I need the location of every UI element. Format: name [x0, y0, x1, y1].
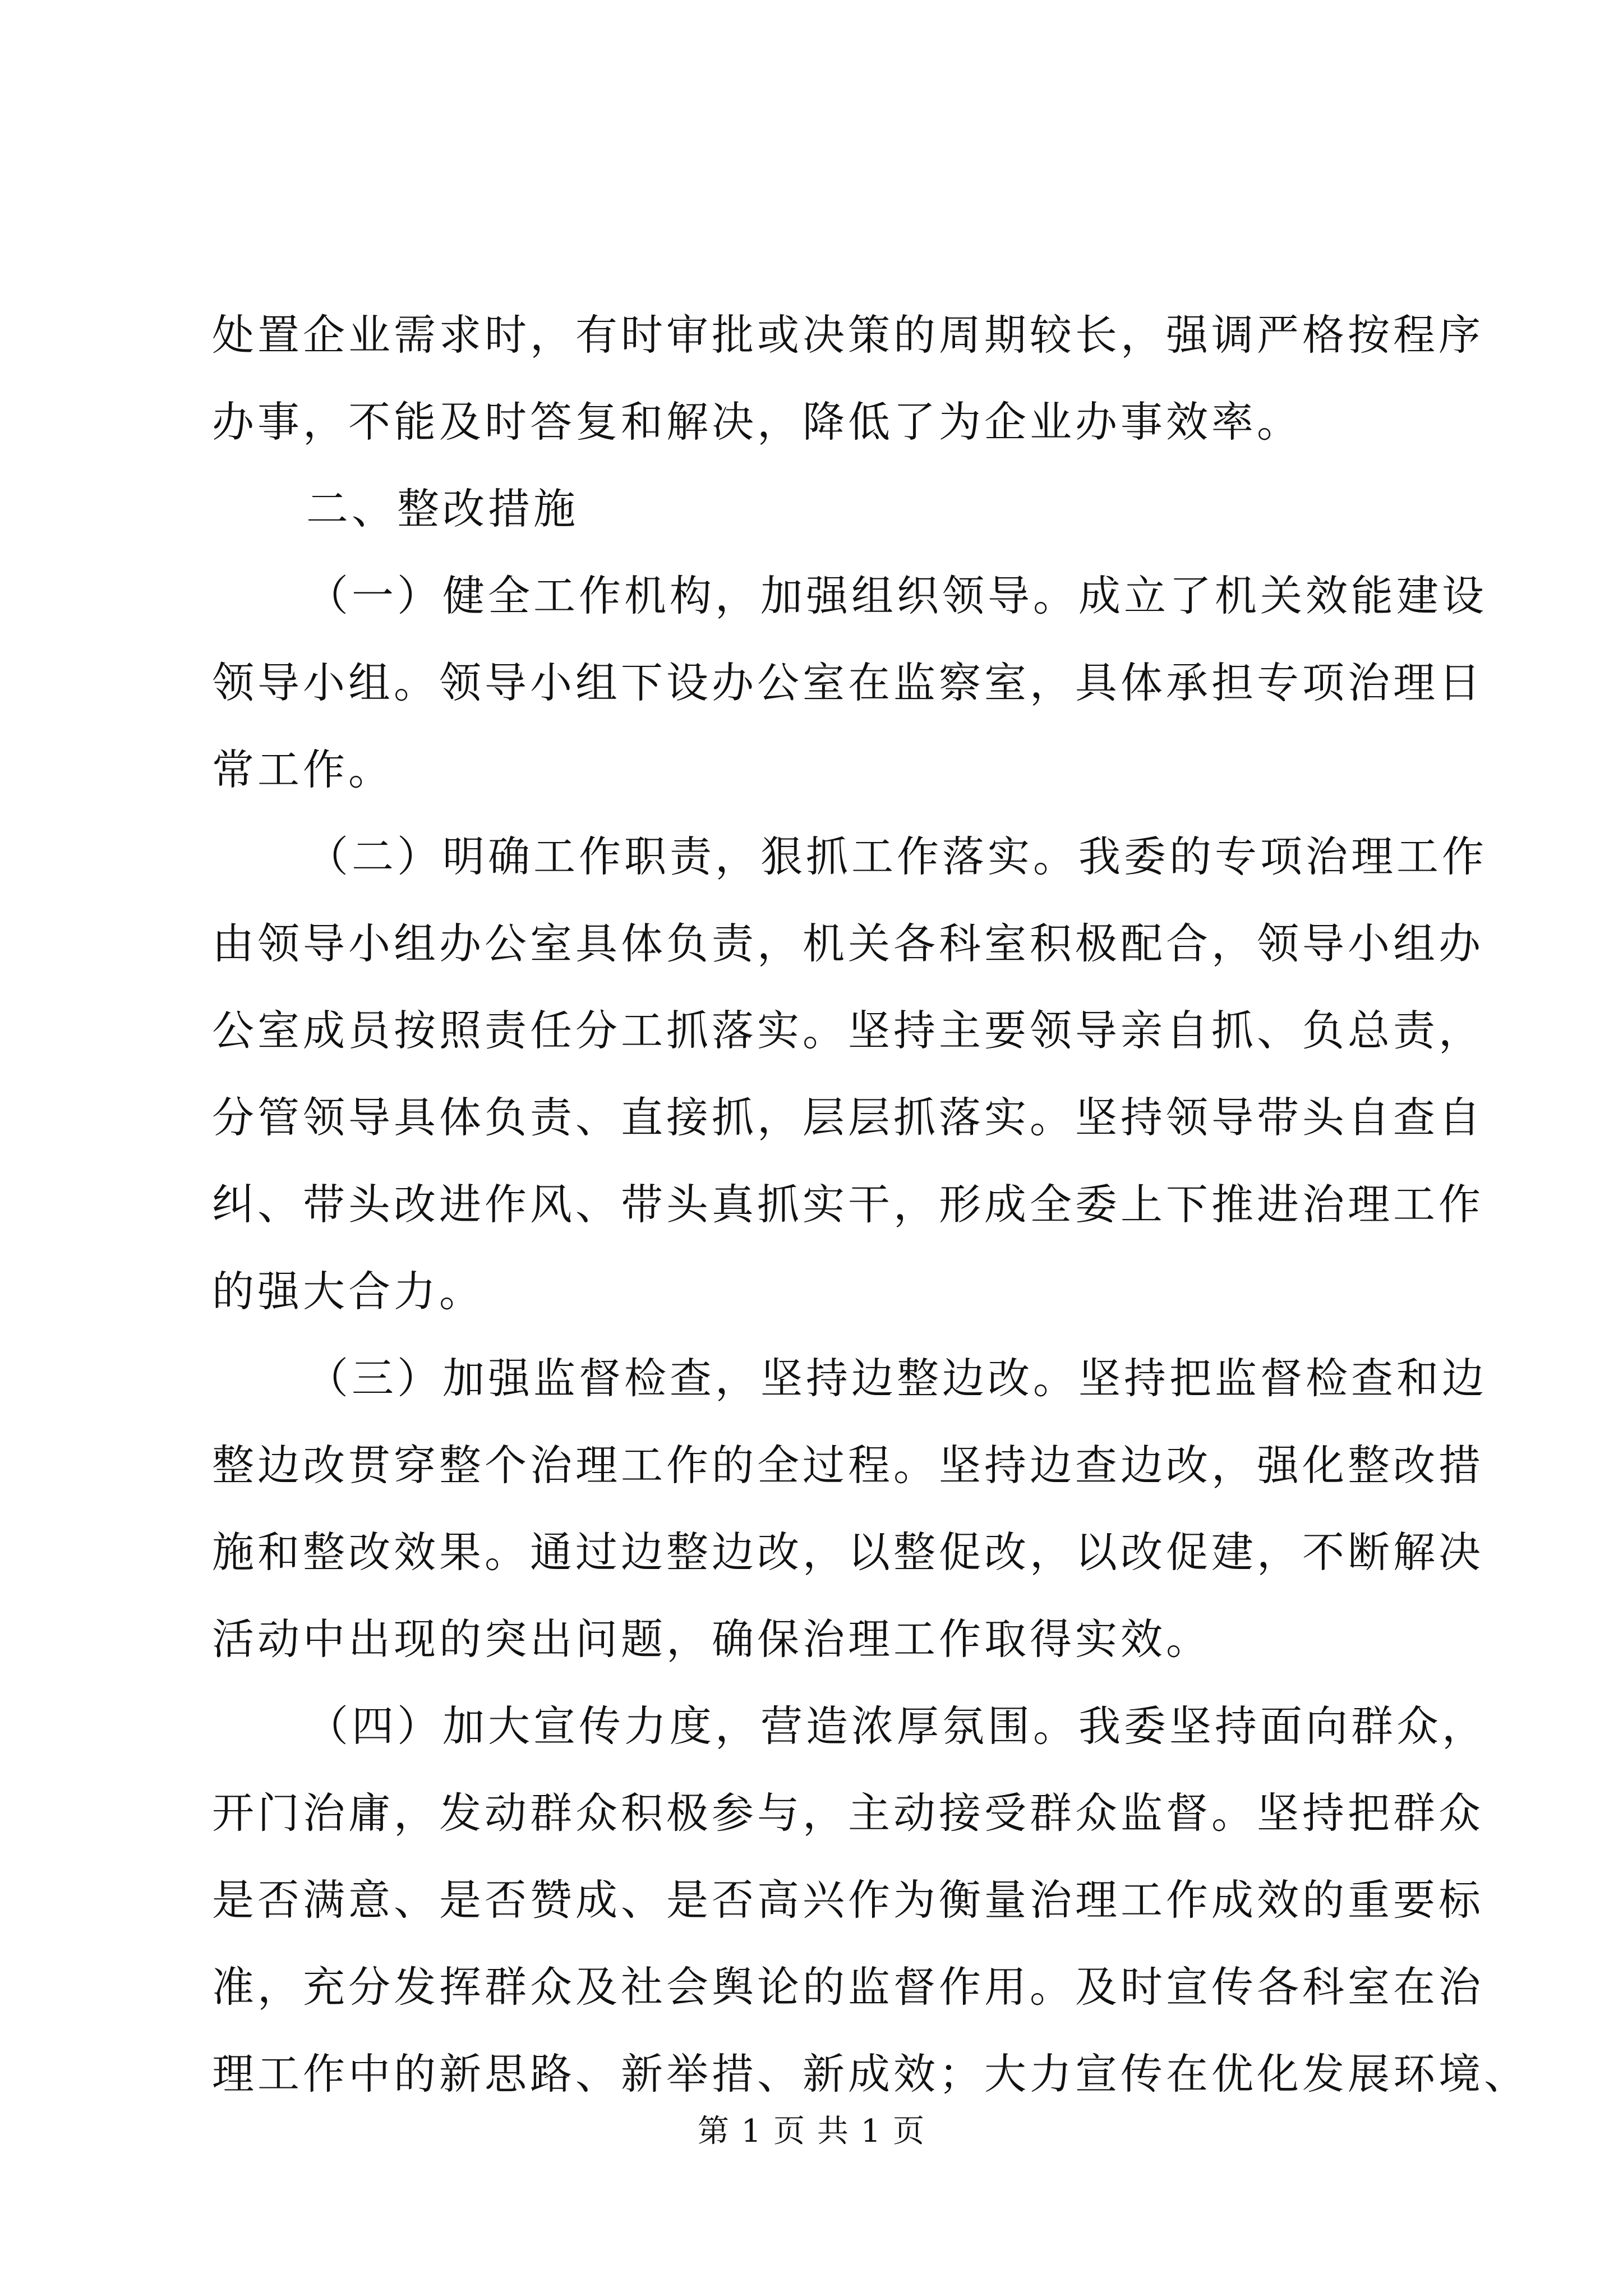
text-line: 施和整改效果。通过边整边改，以整促改，以改促建，不断解决: [212, 1527, 1484, 1577]
text-line: 公室成员按照责任分工抓落实。坚持主要领导亲自抓、负总责，: [212, 1006, 1484, 1055]
document-body: [212, 292, 1530, 2118]
text-line: 由领导小组办公室具体负责，机关各科室积极配合，领导小组办: [212, 919, 1484, 968]
text-line: 办事，不能及时答复和解决，降低了为企业办事效率。: [212, 397, 1303, 447]
text-line: （一）健全工作机构，加强组织领导。成立了机关效能建设: [306, 571, 1488, 620]
section-heading: 二、整改措施: [306, 484, 579, 533]
text-line: 理工作中的新思路、新举措、新成效；大力宣传在优化发展环境、: [212, 2049, 1530, 2099]
text-line: （二）明确工作职责，狠抓工作落实。我委的专项治理工作: [306, 832, 1488, 881]
text-line: 处置企业需求时，有时审批或决策的周期较长，强调严格按程序: [212, 310, 1484, 360]
text-line: 整边改贯穿整个治理工作的全过程。坚持边查边改，强化整改措: [212, 1441, 1484, 1490]
text-line: （三）加强监督检查，坚持边整边改。坚持把监督检查和边: [306, 1354, 1488, 1403]
text-line: （四）加大宣传力度，营造浓厚氛围。我委坚持面向群众，: [306, 1701, 1488, 1751]
text-line: 准，充分发挥群众及社会舆论的监督作用。及时宣传各科室在治: [212, 1962, 1484, 2012]
text-line: 的强大合力。: [212, 1267, 485, 1316]
text-line: 分管领导具体负责、直接抓，层层抓落实。坚持领导带头自查自: [212, 1093, 1484, 1142]
text-line: 常工作。: [212, 745, 394, 794]
text-line: 开门治庸，发动群众积极参与，主动接受群众监督。坚持把群众: [212, 1788, 1484, 1838]
text-line: 是否满意、是否赞成、是否高兴作为衡量治理工作成效的重要标: [212, 1875, 1484, 1925]
text-line: 领导小组。领导小组下设办公室在监察室，具体承担专项治理日: [212, 658, 1484, 707]
text-line: 活动中出现的突出问题，确保治理工作取得实效。: [212, 1614, 1212, 1664]
text-line: 纠、带头改进作风、带头真抓实干，形成全委上下推进治理工作: [212, 1180, 1484, 1229]
page-footer: 第 1 页 共 1 页: [697, 2113, 926, 2150]
